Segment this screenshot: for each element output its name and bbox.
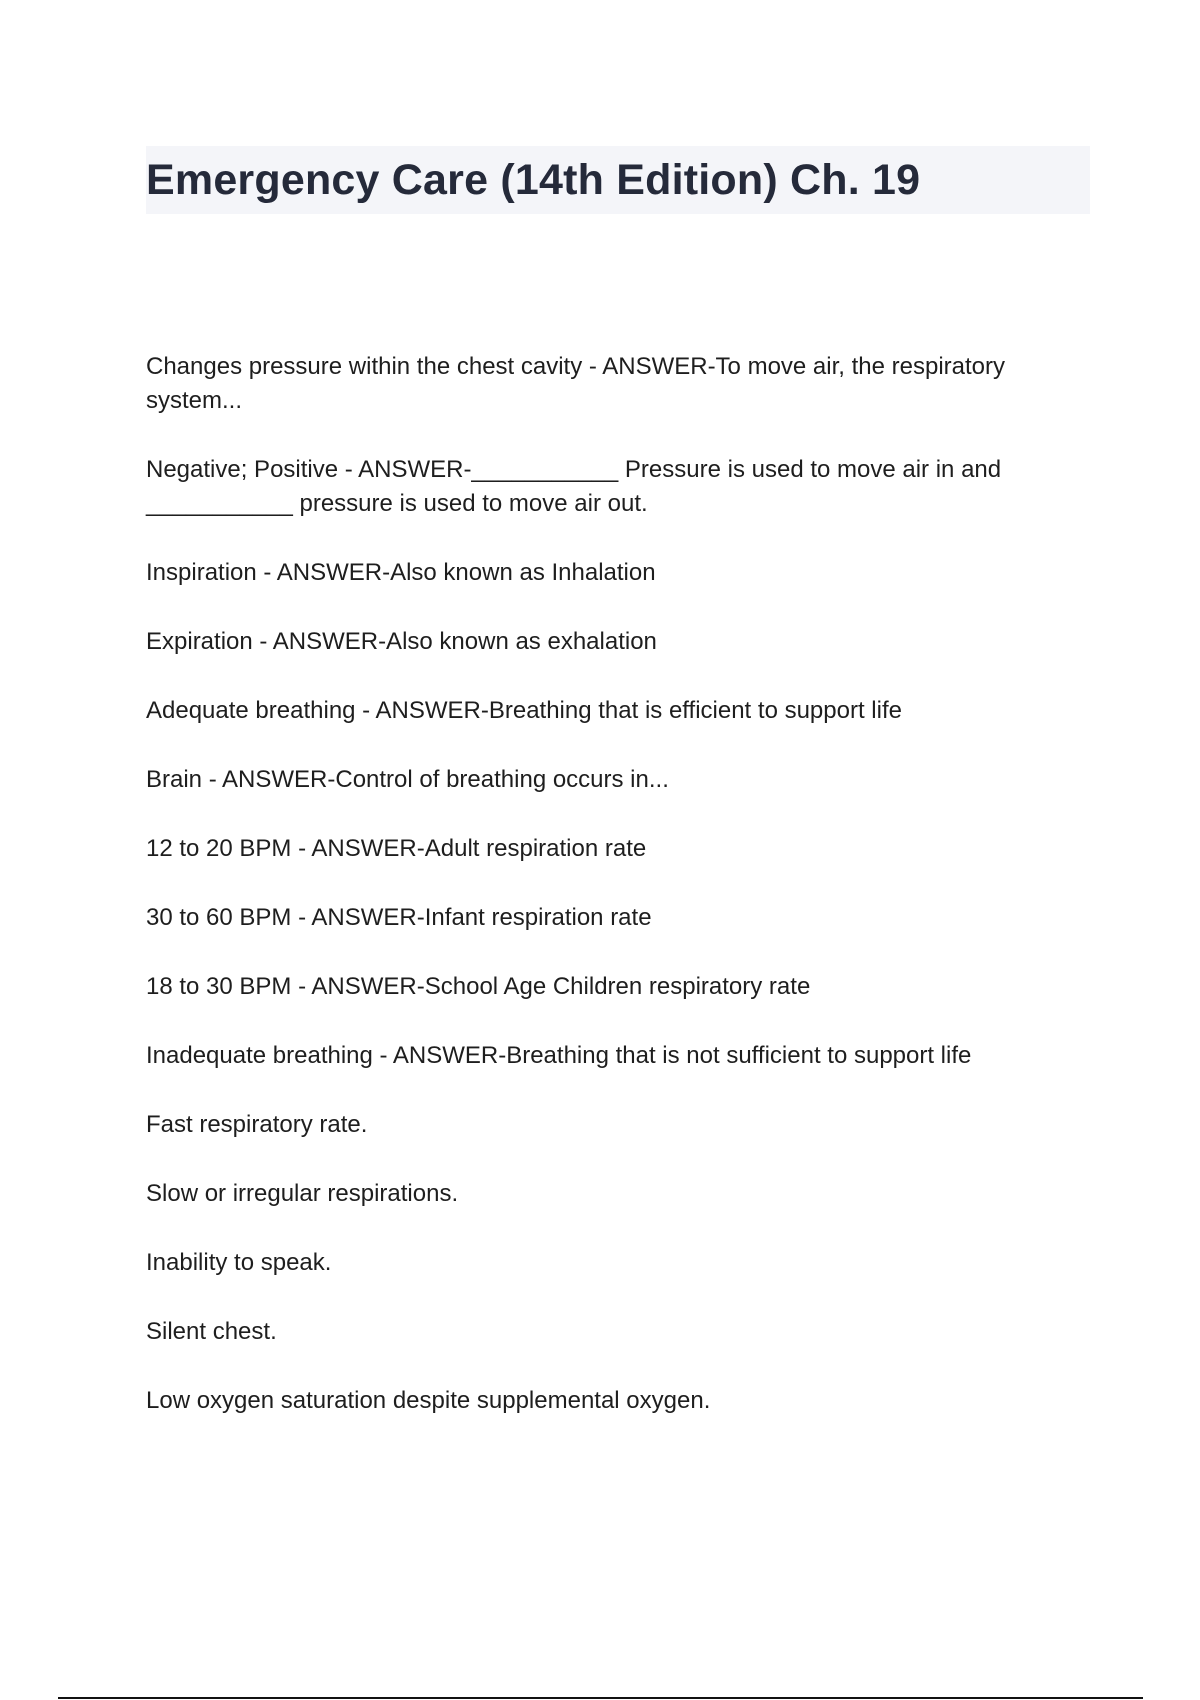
- title-banner: [146, 146, 1090, 214]
- qa-entry: Brain - ANSWER-Control of breathing occurs in...: [146, 766, 669, 793]
- qa-entry: Negative; Positive - ANSWER-___________ Pressure is used to move air in and ___________ pressure is used to move air out.: [146, 456, 1002, 517]
- qa-entry: Adequate breathing - ANSWER-Breathing that is efficient to support life: [146, 697, 902, 724]
- page-bottom-divider: [58, 1697, 1143, 1699]
- qa-entry: Inspiration - ANSWER-Also known as Inhalation: [146, 559, 656, 586]
- qa-entry: Inability to speak.: [146, 1249, 332, 1276]
- qa-entry: 30 to 60 BPM - ANSWER-Infant respiration rate: [146, 904, 652, 931]
- qa-entry: Slow or irregular respirations.: [146, 1180, 459, 1207]
- page-title: Emergency Care (14th Edition) Ch. 19: [146, 156, 921, 204]
- qa-entry: Silent chest.: [146, 1318, 277, 1345]
- qa-entry: Low oxygen saturation despite supplemental oxygen.: [146, 1387, 711, 1414]
- qa-entry: 18 to 30 BPM - ANSWER-School Age Children respiratory rate: [146, 973, 811, 1000]
- qa-entry: Fast respiratory rate.: [146, 1111, 368, 1138]
- qa-entry: Inadequate breathing - ANSWER-Breathing that is not sufficient to support life: [146, 1042, 972, 1069]
- qa-list: [146, 350, 1096, 1453]
- qa-entry: 12 to 20 BPM - ANSWER-Adult respiration rate: [146, 835, 647, 862]
- qa-entry: Expiration - ANSWER-Also known as exhalation: [146, 628, 657, 655]
- qa-entry: Changes pressure within the chest cavity - ANSWER-To move air, the respiratory system...: [146, 353, 1006, 414]
